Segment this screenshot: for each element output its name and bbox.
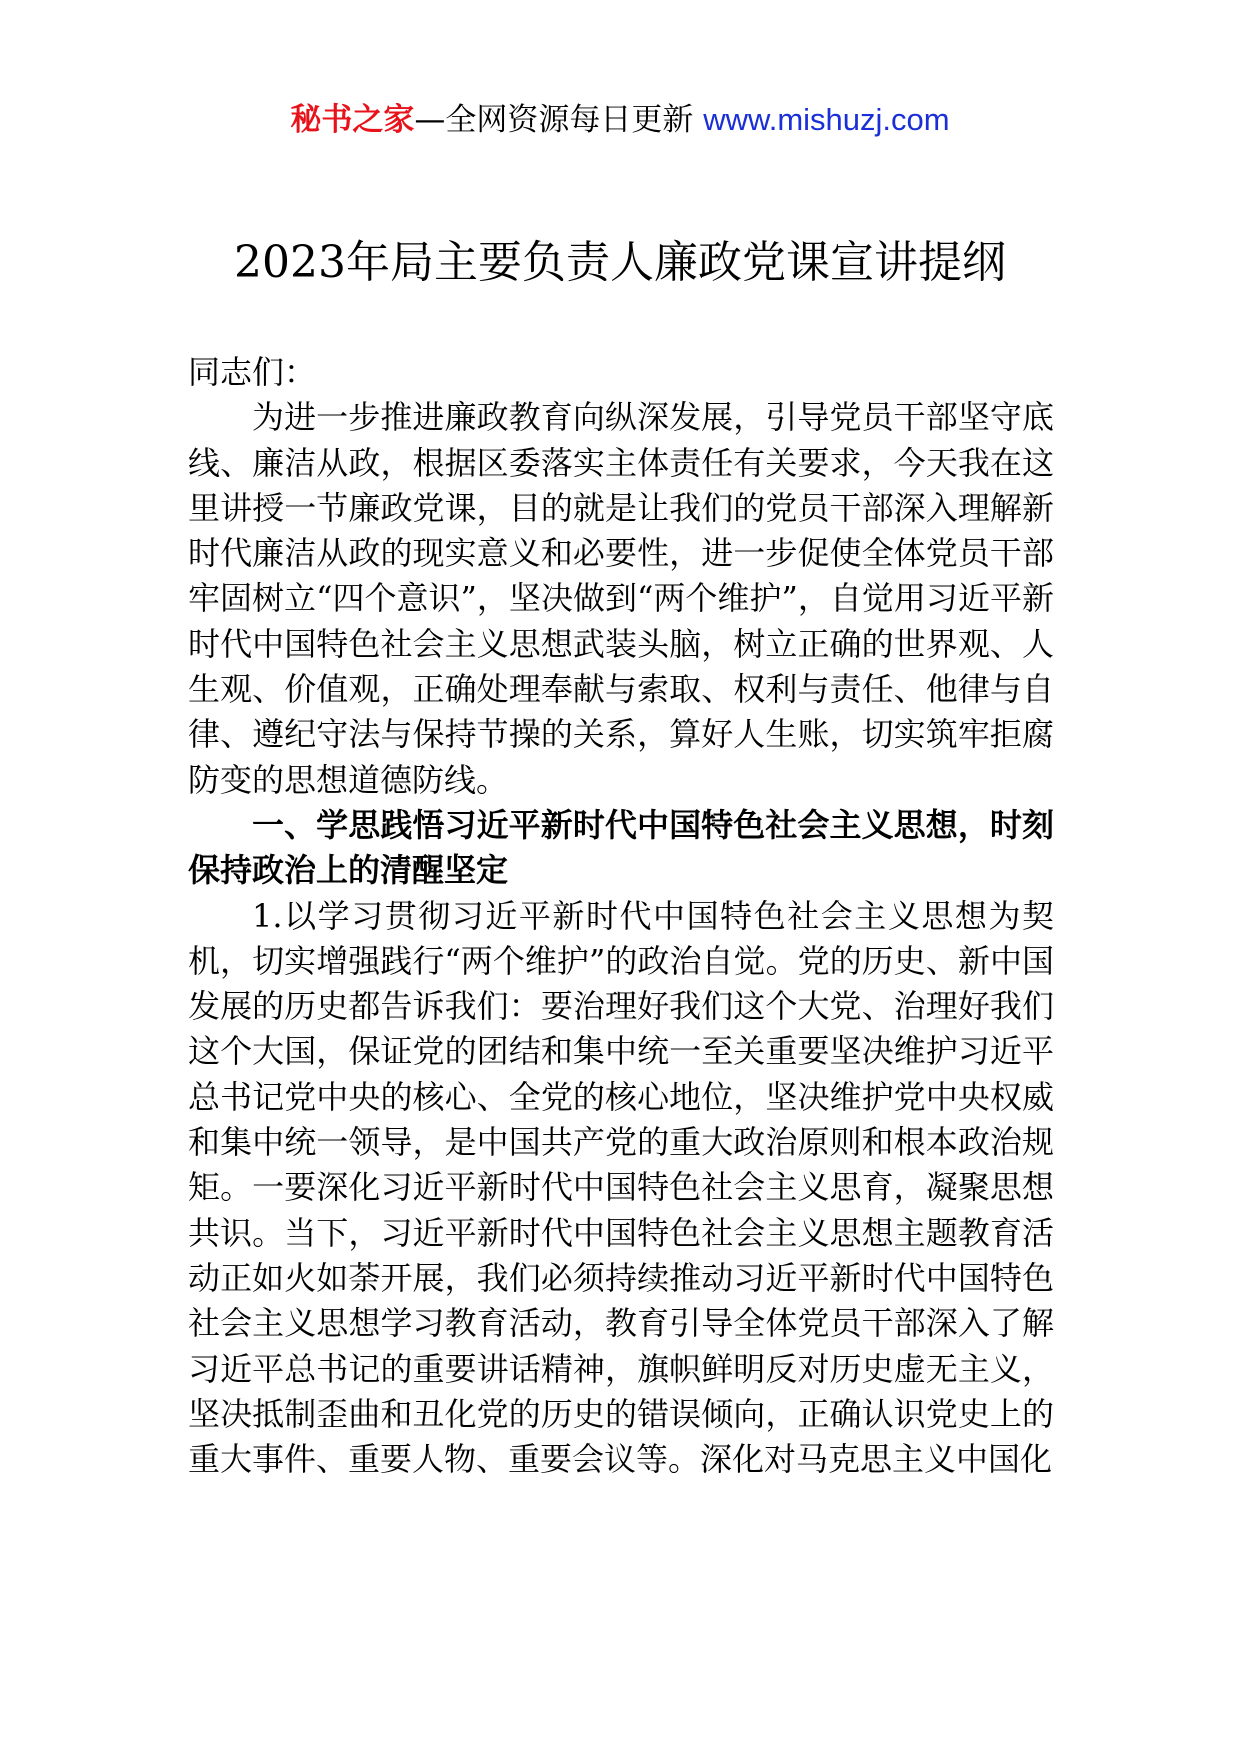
site-url-link[interactable]: www.mishuzj.com — [703, 102, 950, 137]
document-body — [188, 350, 1054, 1482]
document-title: 2023年局主要负责人廉政党课宣讲提纲 — [234, 237, 1006, 288]
section-1-point-1-paragraph: 1.以学习贯彻习近平新时代中国特色社会主义思想为契机，切实增强践行“两个维护”的政治自觉。党的历史、新中国发展的历史都告诉我们：要治理好我们这个大党、治理好我们这个大国，保证党的团结和集中统一至关重要坚决维护习近平总书记党中央的核心、全党的核心地位，坚决维护党中央权威和集中统一领导，是中国共产党的重大政治原则和根本政治规矩。一要深化习近平新时代中国特色社会主义思育，凝聚思想共识。当下，习近平新时代中国特色社会主义思想主题教育活动正如火如荼开展，我们必须持续推动习近平新时代中国特色社会主义思想学习教育活动，教育引导全体党员干部深入了解习近平总书记的重要讲话精神，旗帜鲜明反对历史虚无主义，坚决抵制歪曲和丑化党的历史的错误倾向，正确认识党史上的重大事件、重要人物、重要会议等。深化对马克思主义中国化 — [188, 896, 1054, 1479]
intro-paragraph: 为进一步推进廉政教育向纵深发展，引导党员干部坚守底线、廉洁从政，根据区委落实主体责任有关要求，今天我在这里讲授一节廉政党课，目的就是让我们的党员干部深入理解新时代廉洁从政的现实意义和必要性，进一步促使全体党员干部牢固树立“四个意识”，坚决做到“两个维护”，自觉用习近平新时代中国特色社会主义思想武装头脑，树立正确的世界观、人生观、价值观，正确处理奉献与索取、权利与责任、他律与自律、遵纪守法与保持节操的关系，算好人生账，切实筑牢拒腐防变的思想道德防线。 — [188, 398, 1054, 799]
section-1-heading: 一、学思践悟习近平新时代中国特色社会主义思想，时刻保持政治上的清醒坚定 — [188, 805, 1054, 890]
site-brand: 秘书之家 — [290, 102, 415, 138]
site-tagline: —全网资源每日更新 — [414, 102, 694, 138]
salutation: 同志们： — [188, 353, 317, 391]
site-header — [0, 98, 1240, 142]
